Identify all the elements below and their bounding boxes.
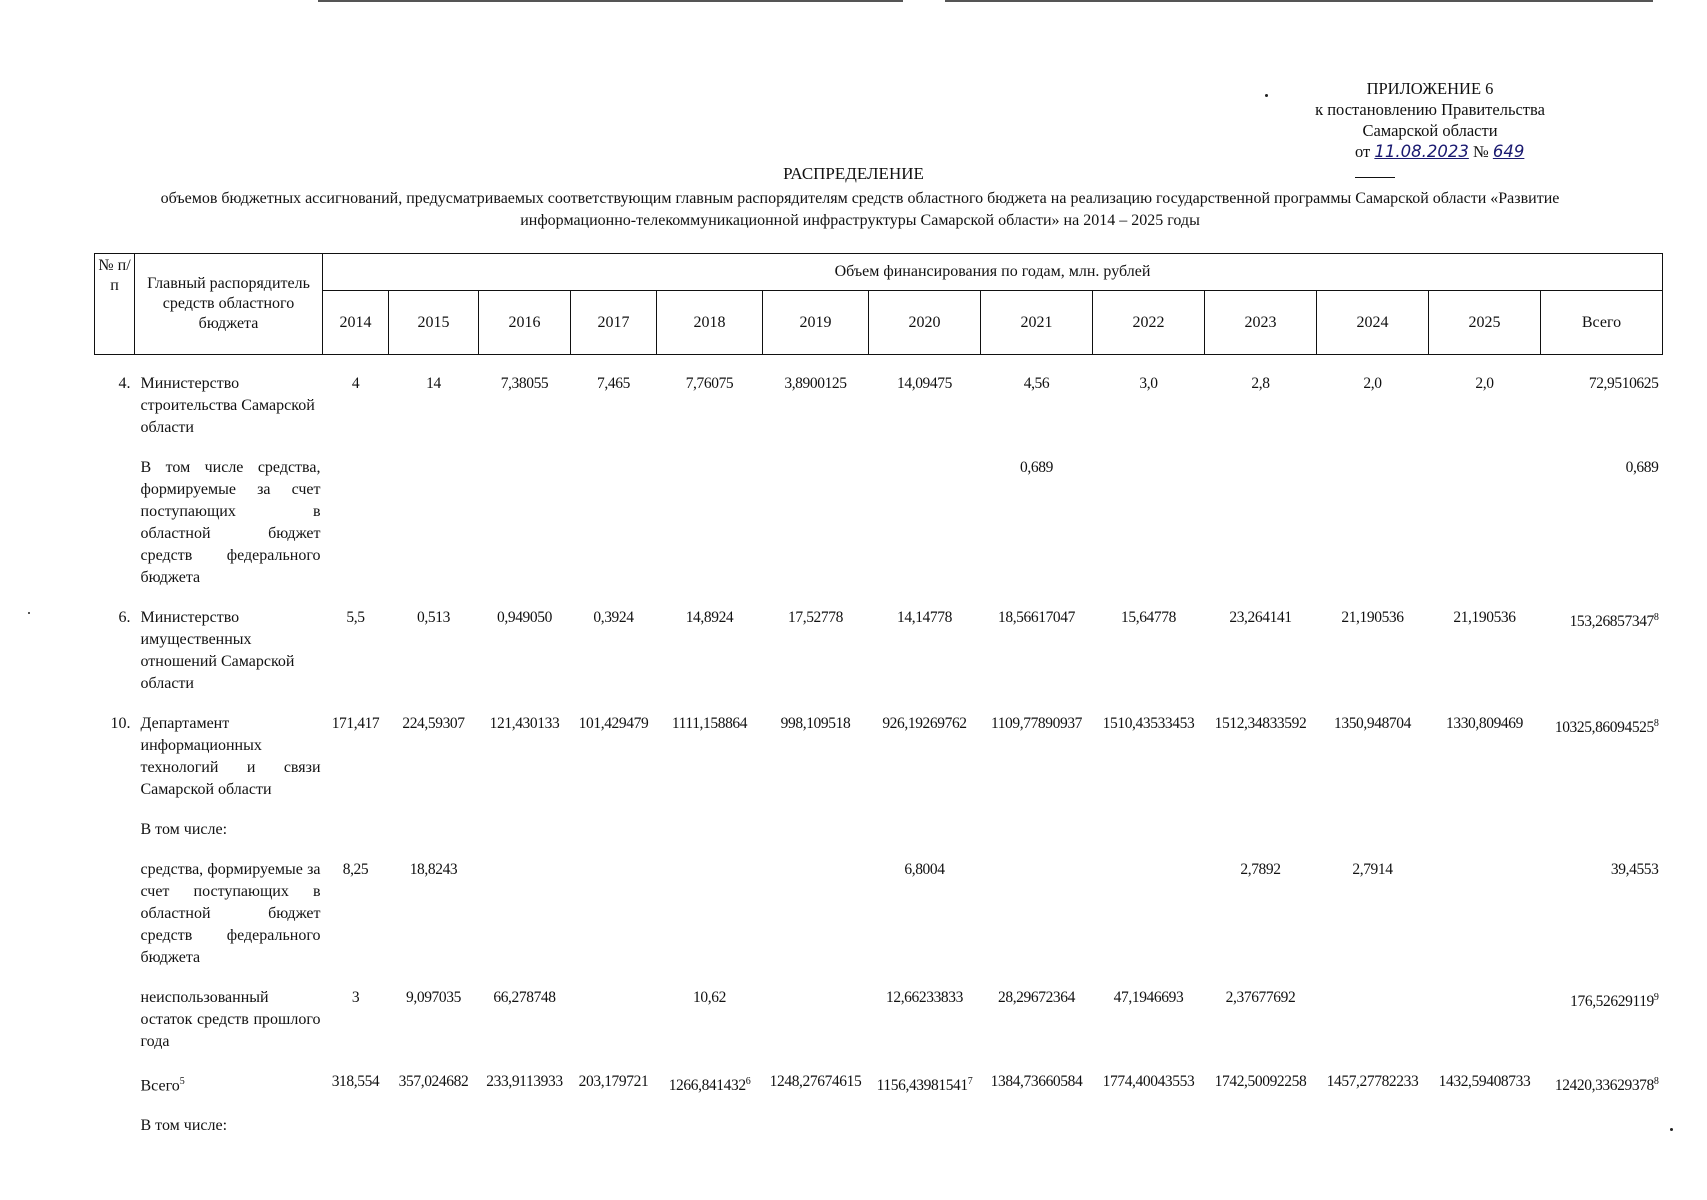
cell-value: 1350,948704 xyxy=(1334,715,1411,732)
cell-value: 14 xyxy=(426,375,441,392)
cell-total xyxy=(1541,457,1663,589)
header-year: 2024 xyxy=(1317,291,1429,355)
table-row xyxy=(95,373,1663,439)
cell-value: 1248,27674615 xyxy=(769,1073,862,1090)
cell-value: 18,8243 xyxy=(409,861,458,878)
cell-year-value xyxy=(657,987,763,1053)
number-value: 649 xyxy=(1492,142,1525,161)
cell-year-value xyxy=(1205,373,1317,439)
cell-year-value xyxy=(657,1115,763,1137)
footnote-mark: 8 xyxy=(1653,718,1659,729)
cell-year-value xyxy=(1429,713,1541,801)
appendix-line1: к постановлению Правительства xyxy=(1315,100,1545,119)
row-number xyxy=(95,1071,135,1097)
row-manager-label: В том числе средства, формируемые за счет поступающих в областной бюджет средств федерального бюджета xyxy=(140,459,321,586)
cell-year-value xyxy=(323,607,389,695)
cell-year-value xyxy=(1093,987,1205,1053)
cell-value: 14,09475 xyxy=(897,375,952,392)
cell-year-value xyxy=(1429,1115,1541,1137)
cell-year-value xyxy=(981,859,1093,969)
table-row xyxy=(95,1071,1663,1097)
cell-value: 4,56 xyxy=(1023,375,1050,392)
row-number: 10. xyxy=(110,715,131,732)
cell-year-value xyxy=(869,1071,981,1097)
cell-year-value xyxy=(763,987,869,1053)
cell-value: 21,190536 xyxy=(1341,609,1404,626)
cell-year-value xyxy=(389,373,479,439)
cell-year-value xyxy=(981,987,1093,1053)
cell-year-value xyxy=(1093,713,1205,801)
cell-value: 1384,73660584 xyxy=(990,1073,1083,1090)
cell-year-value xyxy=(323,819,389,841)
cell-year-value xyxy=(981,1115,1093,1137)
row-manager-name xyxy=(135,607,323,695)
cell-value: 2,0 xyxy=(1475,375,1494,392)
cell-year-value xyxy=(571,1115,657,1137)
cell-value: 10325,86094525 xyxy=(1554,719,1654,737)
cell-total xyxy=(1541,713,1663,801)
cell-year-value xyxy=(1317,607,1429,695)
cell-year-value xyxy=(763,819,869,841)
cell-value: 8,25 xyxy=(342,861,369,878)
header-year: 2018 xyxy=(657,291,763,355)
cell-value: 1109,77890937 xyxy=(990,715,1083,732)
cell-value: 1432,59408733 xyxy=(1438,1073,1531,1090)
cell-value: 5,5 xyxy=(346,609,365,626)
cell-year-value xyxy=(763,1071,869,1097)
cell-total xyxy=(1541,1115,1663,1137)
cell-year-value xyxy=(1429,457,1541,589)
cell-year-value xyxy=(389,987,479,1053)
cell-year-value xyxy=(1429,373,1541,439)
footnote-mark: 5 xyxy=(179,1076,185,1087)
cell-value: 1742,50092258 xyxy=(1214,1073,1307,1090)
cell-year-value xyxy=(1093,1115,1205,1137)
cell-year-value xyxy=(571,1071,657,1097)
cell-value: 15,64778 xyxy=(1121,609,1176,626)
cell-year-value xyxy=(323,1115,389,1137)
cell-year-value xyxy=(1093,1071,1205,1097)
scan-speck xyxy=(28,612,30,614)
header-year: 2016 xyxy=(479,291,571,355)
header-year: 2015 xyxy=(389,291,479,355)
cell-year-value xyxy=(763,713,869,801)
cell-year-value xyxy=(571,819,657,841)
cell-year-value xyxy=(869,607,981,695)
scan-speck xyxy=(1265,94,1268,97)
cell-year-value xyxy=(389,607,479,695)
cell-year-value xyxy=(1429,607,1541,695)
number-prefix: № xyxy=(1472,142,1489,161)
cell-year-value xyxy=(1317,859,1429,969)
cell-value: 21,190536 xyxy=(1453,609,1516,626)
cell-value: 233,9113933 xyxy=(486,1073,563,1090)
cell-year-value xyxy=(869,819,981,841)
header-year: 2025 xyxy=(1429,291,1541,355)
cell-value: 72,9510625 xyxy=(1588,375,1659,392)
cell-value: 4 xyxy=(351,375,360,392)
cell-value: 12,66233833 xyxy=(886,989,963,1006)
cell-total xyxy=(1541,859,1663,969)
cell-year-value xyxy=(479,607,571,695)
cell-year-value xyxy=(323,373,389,439)
appendix-title: ПРИЛОЖЕНИЕ 6 xyxy=(1366,79,1494,98)
cell-value: 2,0 xyxy=(1363,375,1382,392)
cell-value: 1510,43533453 xyxy=(1102,715,1195,732)
cell-year-value xyxy=(323,1071,389,1097)
table-row xyxy=(95,819,1663,841)
cell-value: 926,19269762 xyxy=(882,715,967,732)
cell-year-value xyxy=(1429,1071,1541,1097)
cell-value: 0,3924 xyxy=(593,609,634,626)
cell-year-value xyxy=(869,457,981,589)
cell-year-value xyxy=(1205,1115,1317,1137)
cell-year-value xyxy=(479,1115,571,1137)
cell-year-value xyxy=(1317,987,1429,1053)
row-number xyxy=(95,987,135,1053)
cell-value: 47,1946693 xyxy=(1113,989,1184,1006)
cell-value: 23,264141 xyxy=(1229,609,1292,626)
header-funding-group: Объем финансирования по годам, млн. рублей xyxy=(323,254,1663,291)
row-manager-label: В том числе: xyxy=(140,821,228,838)
row-manager-name xyxy=(135,1071,323,1097)
cell-year-value xyxy=(389,457,479,589)
cell-year-value xyxy=(1205,1071,1317,1097)
cell-value: 0,949050 xyxy=(497,609,552,626)
cell-year-value xyxy=(763,859,869,969)
cell-value: 1156,43981541 xyxy=(876,1077,968,1095)
cell-value: 66,278748 xyxy=(493,989,556,1006)
document-title: РАСПРЕДЕЛЕНИЕ xyxy=(783,164,924,183)
header-year: 2019 xyxy=(763,291,869,355)
cell-value: 1330,809469 xyxy=(1446,715,1523,732)
cell-year-value xyxy=(389,859,479,969)
cell-value: 1266,841432 xyxy=(668,1077,746,1095)
cell-year-value xyxy=(479,713,571,801)
footnote-mark: 6 xyxy=(745,1076,751,1087)
cell-year-value xyxy=(657,819,763,841)
scan-speck xyxy=(1670,1128,1673,1131)
cell-year-value xyxy=(1317,1115,1429,1137)
cell-year-value xyxy=(571,373,657,439)
cell-value: 14,14778 xyxy=(897,609,952,626)
years-header-row xyxy=(95,291,1663,355)
cell-year-value xyxy=(657,607,763,695)
cell-value: 10,62 xyxy=(693,989,726,1006)
cell-year-value xyxy=(1093,819,1205,841)
cell-year-value xyxy=(763,1115,869,1137)
row-number: 6. xyxy=(118,609,131,626)
row-manager-label: Департамент информационных технологий и связи Самарской области xyxy=(140,715,321,798)
cell-year-value xyxy=(869,987,981,1053)
cell-value: 1512,34833592 xyxy=(1214,715,1307,732)
top-border-left xyxy=(318,0,903,2)
cell-year-value xyxy=(869,373,981,439)
cell-value: 7,38055 xyxy=(500,375,549,392)
row-manager-name xyxy=(135,1115,323,1137)
row-manager-label: неиспользованный остаток средств прошлого года xyxy=(140,989,321,1050)
table-row xyxy=(95,457,1663,589)
cell-value: 2,7914 xyxy=(1352,861,1393,878)
cell-year-value xyxy=(389,713,479,801)
cell-value: 153,26857347 xyxy=(1569,613,1654,631)
cell-year-value xyxy=(479,819,571,841)
cell-total xyxy=(1541,607,1663,695)
cell-year-value xyxy=(323,987,389,1053)
cell-year-value xyxy=(1093,859,1205,969)
cell-value: 318,554 xyxy=(331,1073,380,1090)
table-row xyxy=(95,859,1663,969)
cell-year-value xyxy=(981,607,1093,695)
footnote-mark: 7 xyxy=(967,1076,973,1087)
footnote-mark: 9 xyxy=(1653,992,1659,1003)
cell-year-value xyxy=(1317,457,1429,589)
cell-year-value xyxy=(763,373,869,439)
row-manager-label: В том числе: xyxy=(140,1117,228,1135)
cell-value: 1457,27782233 xyxy=(1326,1073,1419,1090)
cell-value: 7,76075 xyxy=(685,375,734,392)
cell-year-value xyxy=(479,987,571,1053)
cell-year-value xyxy=(1317,1071,1429,1097)
header-year: 2022 xyxy=(1093,291,1205,355)
cell-value: 224,59307 xyxy=(402,715,465,732)
row-number xyxy=(95,1115,135,1137)
cell-year-value xyxy=(479,1071,571,1097)
cell-value: 7,465 xyxy=(597,375,630,392)
cell-value: 0,513 xyxy=(417,609,450,626)
cell-year-value xyxy=(869,1115,981,1137)
row-manager-name xyxy=(135,713,323,801)
cell-value: 3 xyxy=(351,989,360,1006)
cell-value: 12420,33629378 xyxy=(1554,1077,1654,1095)
cell-value: 101,429479 xyxy=(578,715,649,732)
cell-year-value xyxy=(1205,859,1317,969)
row-manager-label: Министерство имущественных отношений Самарской области xyxy=(140,609,295,692)
cell-year-value xyxy=(1093,373,1205,439)
cell-value: 121,430133 xyxy=(489,715,560,732)
cell-value: 2,37677692 xyxy=(1225,989,1296,1006)
cell-year-value xyxy=(981,713,1093,801)
cell-value: 0,689 xyxy=(1020,459,1053,476)
cell-year-value xyxy=(1205,607,1317,695)
row-manager-label: Всего xyxy=(140,1077,180,1095)
row-number xyxy=(95,859,135,969)
cell-year-value xyxy=(657,859,763,969)
cell-value: 39,4553 xyxy=(1610,861,1659,878)
cell-value: 171,417 xyxy=(331,715,380,732)
cell-value: 2,8 xyxy=(1251,375,1270,392)
cell-year-value xyxy=(763,457,869,589)
cell-year-value xyxy=(389,819,479,841)
table-row xyxy=(95,607,1663,695)
cell-year-value xyxy=(323,859,389,969)
cell-value: 18,56617047 xyxy=(998,609,1075,626)
header-year: 2014 xyxy=(323,291,389,355)
cell-value: 6,8004 xyxy=(904,861,945,878)
row-manager-name xyxy=(135,859,323,969)
cell-value: 1111,158864 xyxy=(671,715,748,732)
header-year: 2021 xyxy=(981,291,1093,355)
appendix-line2: Самарской области xyxy=(1362,121,1498,140)
cell-year-value xyxy=(479,457,571,589)
cell-value: 2,7892 xyxy=(1240,861,1281,878)
cell-value: 357,024682 xyxy=(398,1073,469,1090)
cell-value: 17,52778 xyxy=(788,609,843,626)
cell-year-value xyxy=(479,859,571,969)
cell-year-value xyxy=(1317,819,1429,841)
cell-year-value xyxy=(657,373,763,439)
header-year: 2017 xyxy=(571,291,657,355)
cell-value: 14,8924 xyxy=(685,609,734,626)
cell-year-value xyxy=(1205,987,1317,1053)
cell-year-value xyxy=(657,1071,763,1097)
row-number xyxy=(95,819,135,841)
cell-total xyxy=(1541,1071,1663,1097)
cell-year-value xyxy=(981,373,1093,439)
header-year: Всего xyxy=(1541,291,1663,355)
cell-value: 9,097035 xyxy=(406,989,461,1006)
table-row xyxy=(95,713,1663,801)
row-manager-name xyxy=(135,373,323,439)
row-number xyxy=(95,457,135,589)
cell-year-value xyxy=(1205,457,1317,589)
cell-year-value xyxy=(1429,987,1541,1053)
table-row xyxy=(95,987,1663,1053)
cell-value: 3,8900125 xyxy=(784,375,847,392)
cell-year-value xyxy=(869,713,981,801)
cell-year-value xyxy=(571,713,657,801)
cell-year-value xyxy=(571,859,657,969)
table-row xyxy=(95,1115,1663,1137)
cell-year-value xyxy=(981,819,1093,841)
cell-total xyxy=(1541,373,1663,439)
cell-year-value xyxy=(571,607,657,695)
cell-year-value xyxy=(389,1071,479,1097)
cell-value: 203,179721 xyxy=(578,1073,649,1090)
date-value: 11.08.2023 xyxy=(1374,142,1469,161)
top-border-right xyxy=(945,0,1653,2)
date-prefix: от xyxy=(1355,142,1371,161)
cell-year-value xyxy=(479,373,571,439)
cell-value: 28,29672364 xyxy=(998,989,1075,1006)
cell-value: 176,52629119 xyxy=(1570,993,1654,1011)
cell-year-value xyxy=(657,457,763,589)
document-subtitle: объемов бюджетных ассигнований, предусматриваемых соответствующим главным распорядителям средств областного бюджета на реализацию государственной программы Самарской области «Развитие информационно-телекоммуникационной инфраструктуры Самарской области» на 2014 – 2025 годы xyxy=(160,190,1560,229)
cell-total xyxy=(1541,819,1663,841)
header-manager: Главный распорядитель средств областного бюджета xyxy=(135,254,323,355)
cell-year-value xyxy=(1093,457,1205,589)
cell-year-value xyxy=(571,457,657,589)
cell-year-value xyxy=(1205,713,1317,801)
row-manager-name xyxy=(135,987,323,1053)
cell-value: 998,109518 xyxy=(780,715,851,732)
cell-year-value xyxy=(657,713,763,801)
cell-value: 1774,40043553 xyxy=(1102,1073,1195,1090)
cell-year-value xyxy=(571,987,657,1053)
cell-total xyxy=(1541,987,1663,1053)
cell-value: 3,0 xyxy=(1139,375,1158,392)
cell-year-value xyxy=(869,859,981,969)
cell-year-value xyxy=(1429,859,1541,969)
row-manager-label: Министерство строительства Самарской области xyxy=(140,375,315,436)
cell-year-value xyxy=(389,1115,479,1137)
cell-year-value xyxy=(981,1071,1093,1097)
cell-value: 0,689 xyxy=(1625,459,1659,476)
footnote-mark: 8 xyxy=(1653,612,1659,623)
row-manager-label: средства, формируемые за счет поступающих в областной бюджет средств федерального бюджета xyxy=(140,861,321,966)
budget-table xyxy=(94,253,1663,1155)
cell-year-value xyxy=(981,457,1093,589)
cell-year-value xyxy=(323,713,389,801)
header-year: 2020 xyxy=(869,291,981,355)
row-manager-name xyxy=(135,819,323,841)
cell-year-value xyxy=(1317,373,1429,439)
cell-year-value xyxy=(323,457,389,589)
cell-year-value xyxy=(1429,819,1541,841)
table-body xyxy=(95,355,1663,1156)
header-year: 2023 xyxy=(1205,291,1317,355)
footnote-mark: 8 xyxy=(1653,1076,1659,1087)
header-number: № п/п xyxy=(95,254,135,355)
cell-year-value xyxy=(1093,607,1205,695)
row-manager-name xyxy=(135,457,323,589)
cell-year-value xyxy=(1205,819,1317,841)
cell-year-value xyxy=(763,607,869,695)
row-number: 4. xyxy=(118,375,131,392)
cell-year-value xyxy=(1317,713,1429,801)
